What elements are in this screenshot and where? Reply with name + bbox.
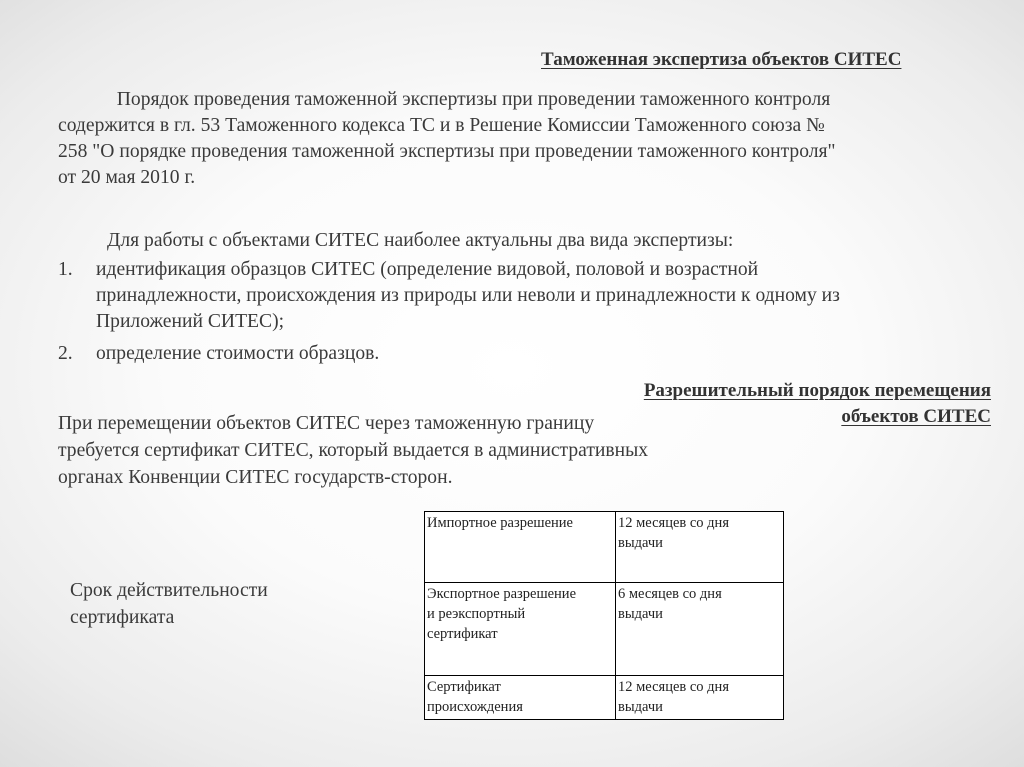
- cell-line: Импортное разрешение: [427, 515, 573, 531]
- list-item: [58, 257, 988, 335]
- paragraph-expertise-types-intro: Для работы с объектами СИТЕС наиболее актуальны два вида экспертизы:: [107, 230, 734, 251]
- paragraph-expertise-procedure: [58, 87, 976, 191]
- cell-line: выдачи: [618, 606, 663, 622]
- paragraph-line: При перемещении объектов СИТЕС через таможенную границу: [58, 413, 595, 434]
- cell-line: 12 месяцев со дня: [618, 515, 729, 531]
- paragraph-line: органах Конвенции СИТЕС государств-сторон.: [58, 467, 453, 488]
- cell-line: Сертификат: [427, 679, 501, 695]
- table-cell-term: [616, 676, 784, 720]
- certificate-validity-label: [70, 577, 268, 631]
- paragraph-line: 258 "О порядке проведения таможенной экспертизы при проведении таможенного контроля": [58, 141, 836, 162]
- paragraph-line: содержится в гл. 53 Таможенного кодекса ТС и в Решение Комиссии Таможенного союза №: [58, 115, 825, 136]
- table-cell-document: [425, 583, 616, 676]
- table-row: [425, 512, 784, 583]
- paragraph-line: требуется сертификат СИТЕС, который выдается в административных: [58, 440, 649, 461]
- cell-line: и реэкспортный: [427, 606, 526, 622]
- cell-line: выдачи: [618, 535, 663, 551]
- cell-line: 6 месяцев со дня: [618, 586, 722, 602]
- list-item-number: 2.: [58, 343, 73, 364]
- list-item-line: принадлежности, происхождения из природы или неволи и принадлежности к одному из: [96, 285, 840, 306]
- cell-line: Экспортное разрешение: [427, 586, 577, 602]
- table-cell-term: [616, 512, 784, 583]
- cell-line: происхождения: [427, 699, 523, 715]
- list-item-number: 1.: [58, 259, 73, 280]
- label-line: Срок действительности: [70, 580, 268, 601]
- list-item: [58, 341, 988, 367]
- paragraph-line: Порядок проведения таможенной экспертизы при проведении таможенного контроля: [58, 89, 831, 110]
- cell-line: 12 месяцев со дня: [618, 679, 729, 695]
- section-heading-permit-procedure: [644, 378, 991, 430]
- table-cell-term: [616, 583, 784, 676]
- expertise-types-list: [58, 257, 988, 367]
- paragraph-line: от 20 мая 2010 г.: [58, 167, 196, 188]
- heading-line: объектов СИТЕС: [841, 406, 991, 427]
- table-cell-document: [425, 676, 616, 720]
- table-row: [425, 676, 784, 720]
- list-item-line: определение стоимости образцов.: [96, 343, 380, 364]
- section-heading-customs-expertise: Таможенная экспертиза объектов СИТЕС: [541, 49, 902, 70]
- list-item-line: Приложений СИТЕС);: [96, 311, 285, 332]
- paragraph-certificate-requirement: [58, 410, 648, 491]
- table-cell-document: [425, 512, 616, 583]
- cell-line: выдачи: [618, 699, 663, 715]
- cell-line: сертификат: [427, 626, 498, 642]
- heading-line: Разрешительный порядок перемещения: [643, 380, 991, 401]
- label-line: сертификата: [70, 607, 175, 628]
- certificate-validity-table: [424, 511, 784, 720]
- table-row: [425, 583, 784, 676]
- list-item-line: идентификация образцов СИТЕС (определение видовой, половой и возрастной: [96, 259, 759, 280]
